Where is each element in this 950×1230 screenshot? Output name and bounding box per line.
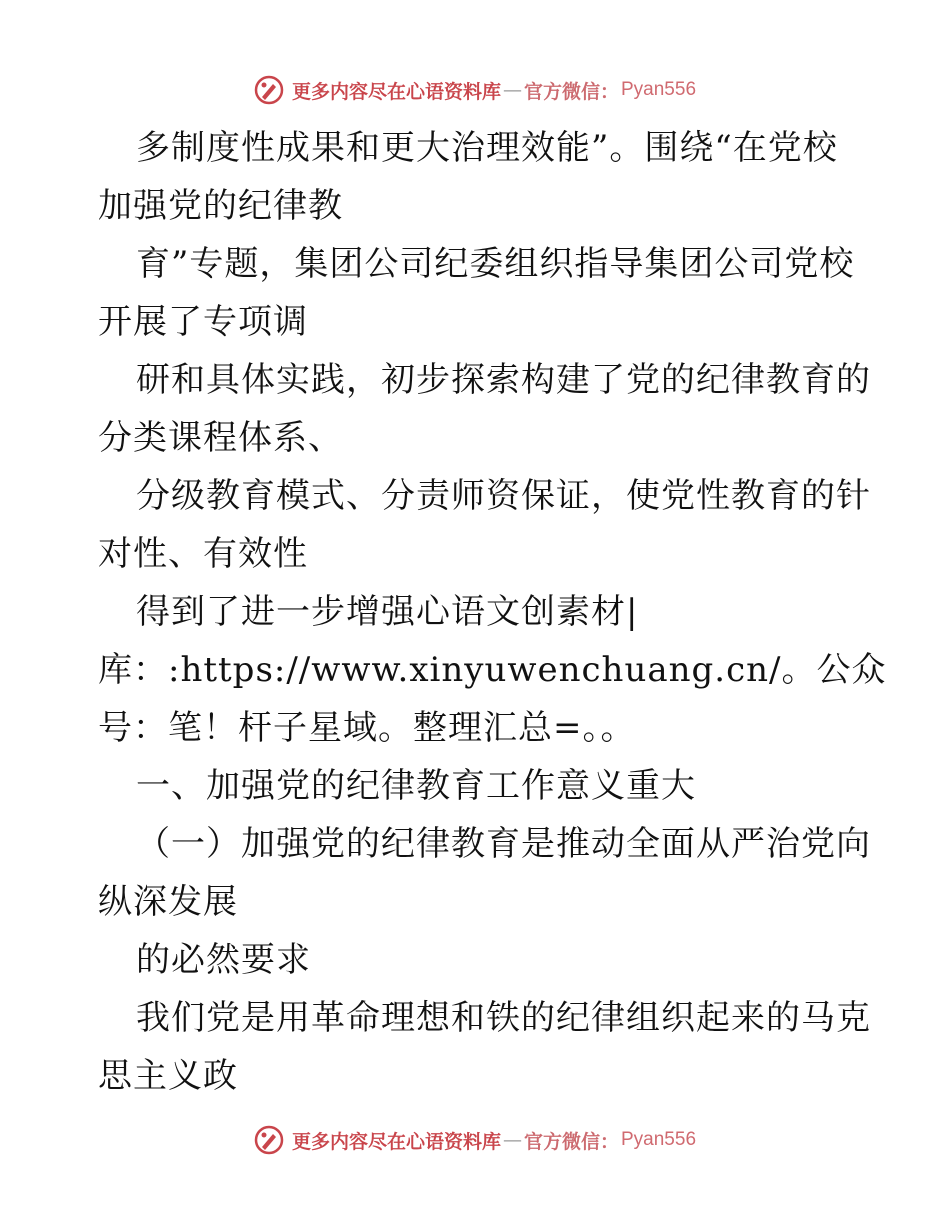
- footer-banner: [0, 1120, 950, 1160]
- body-line: 思主义政: [98, 1056, 238, 1096]
- logo-pen-icon: [254, 75, 284, 105]
- section-heading: 一、加强党的纪律教育工作意义重大: [136, 766, 696, 806]
- body-line: 我们党是用革命理想和铁的纪律组织起来的马克: [136, 998, 871, 1038]
- body-line: 的必然要求: [136, 940, 311, 980]
- header-wechat-id: Pyan556: [621, 79, 697, 100]
- header-separator: —: [502, 79, 522, 101]
- footer-wechat-label: 官方微信：: [523, 1130, 619, 1153]
- body-line: 加强党的纪律教: [98, 186, 343, 226]
- body-line: 分级教育模式、分责师资保证，使党性教育的针: [136, 476, 871, 516]
- logo-pen-icon: [254, 1125, 284, 1155]
- footer-brand-text: 更多内容尽在心语资料库: [291, 1130, 501, 1153]
- body-line: 开展了专项调: [98, 302, 308, 342]
- body-line: 研和具体实践，初步探索构建了党的纪律教育的: [136, 360, 871, 400]
- footer-wechat-id: Pyan556: [621, 1129, 697, 1150]
- footer-separator: —: [502, 1129, 522, 1151]
- body-line: 纵深发展: [98, 882, 238, 922]
- body-line: 号：笔！杆子星域。整理汇总=。。: [98, 708, 636, 748]
- header-brand-text: 更多内容尽在心语资料库: [291, 80, 501, 103]
- body-line: 多制度性成果和更大治理效能”。围绕“在党校: [136, 128, 838, 168]
- header-wechat-label: 官方微信：: [523, 80, 619, 103]
- body-line: 分类课程体系、: [98, 418, 343, 458]
- header-banner: [0, 70, 950, 110]
- subsection-heading: （一）加强党的纪律教育是推动全面从严治党向: [136, 824, 871, 864]
- body-line: 库：:https://www.xinyuwenchuang.cn/。公众: [98, 650, 887, 690]
- body-line: 育”专题，集团公司纪委组织指导集团公司党校: [136, 244, 855, 284]
- body-line: 得到了进一步增强心语文创素材|: [136, 592, 639, 632]
- body-line: 对性、有效性: [98, 534, 308, 574]
